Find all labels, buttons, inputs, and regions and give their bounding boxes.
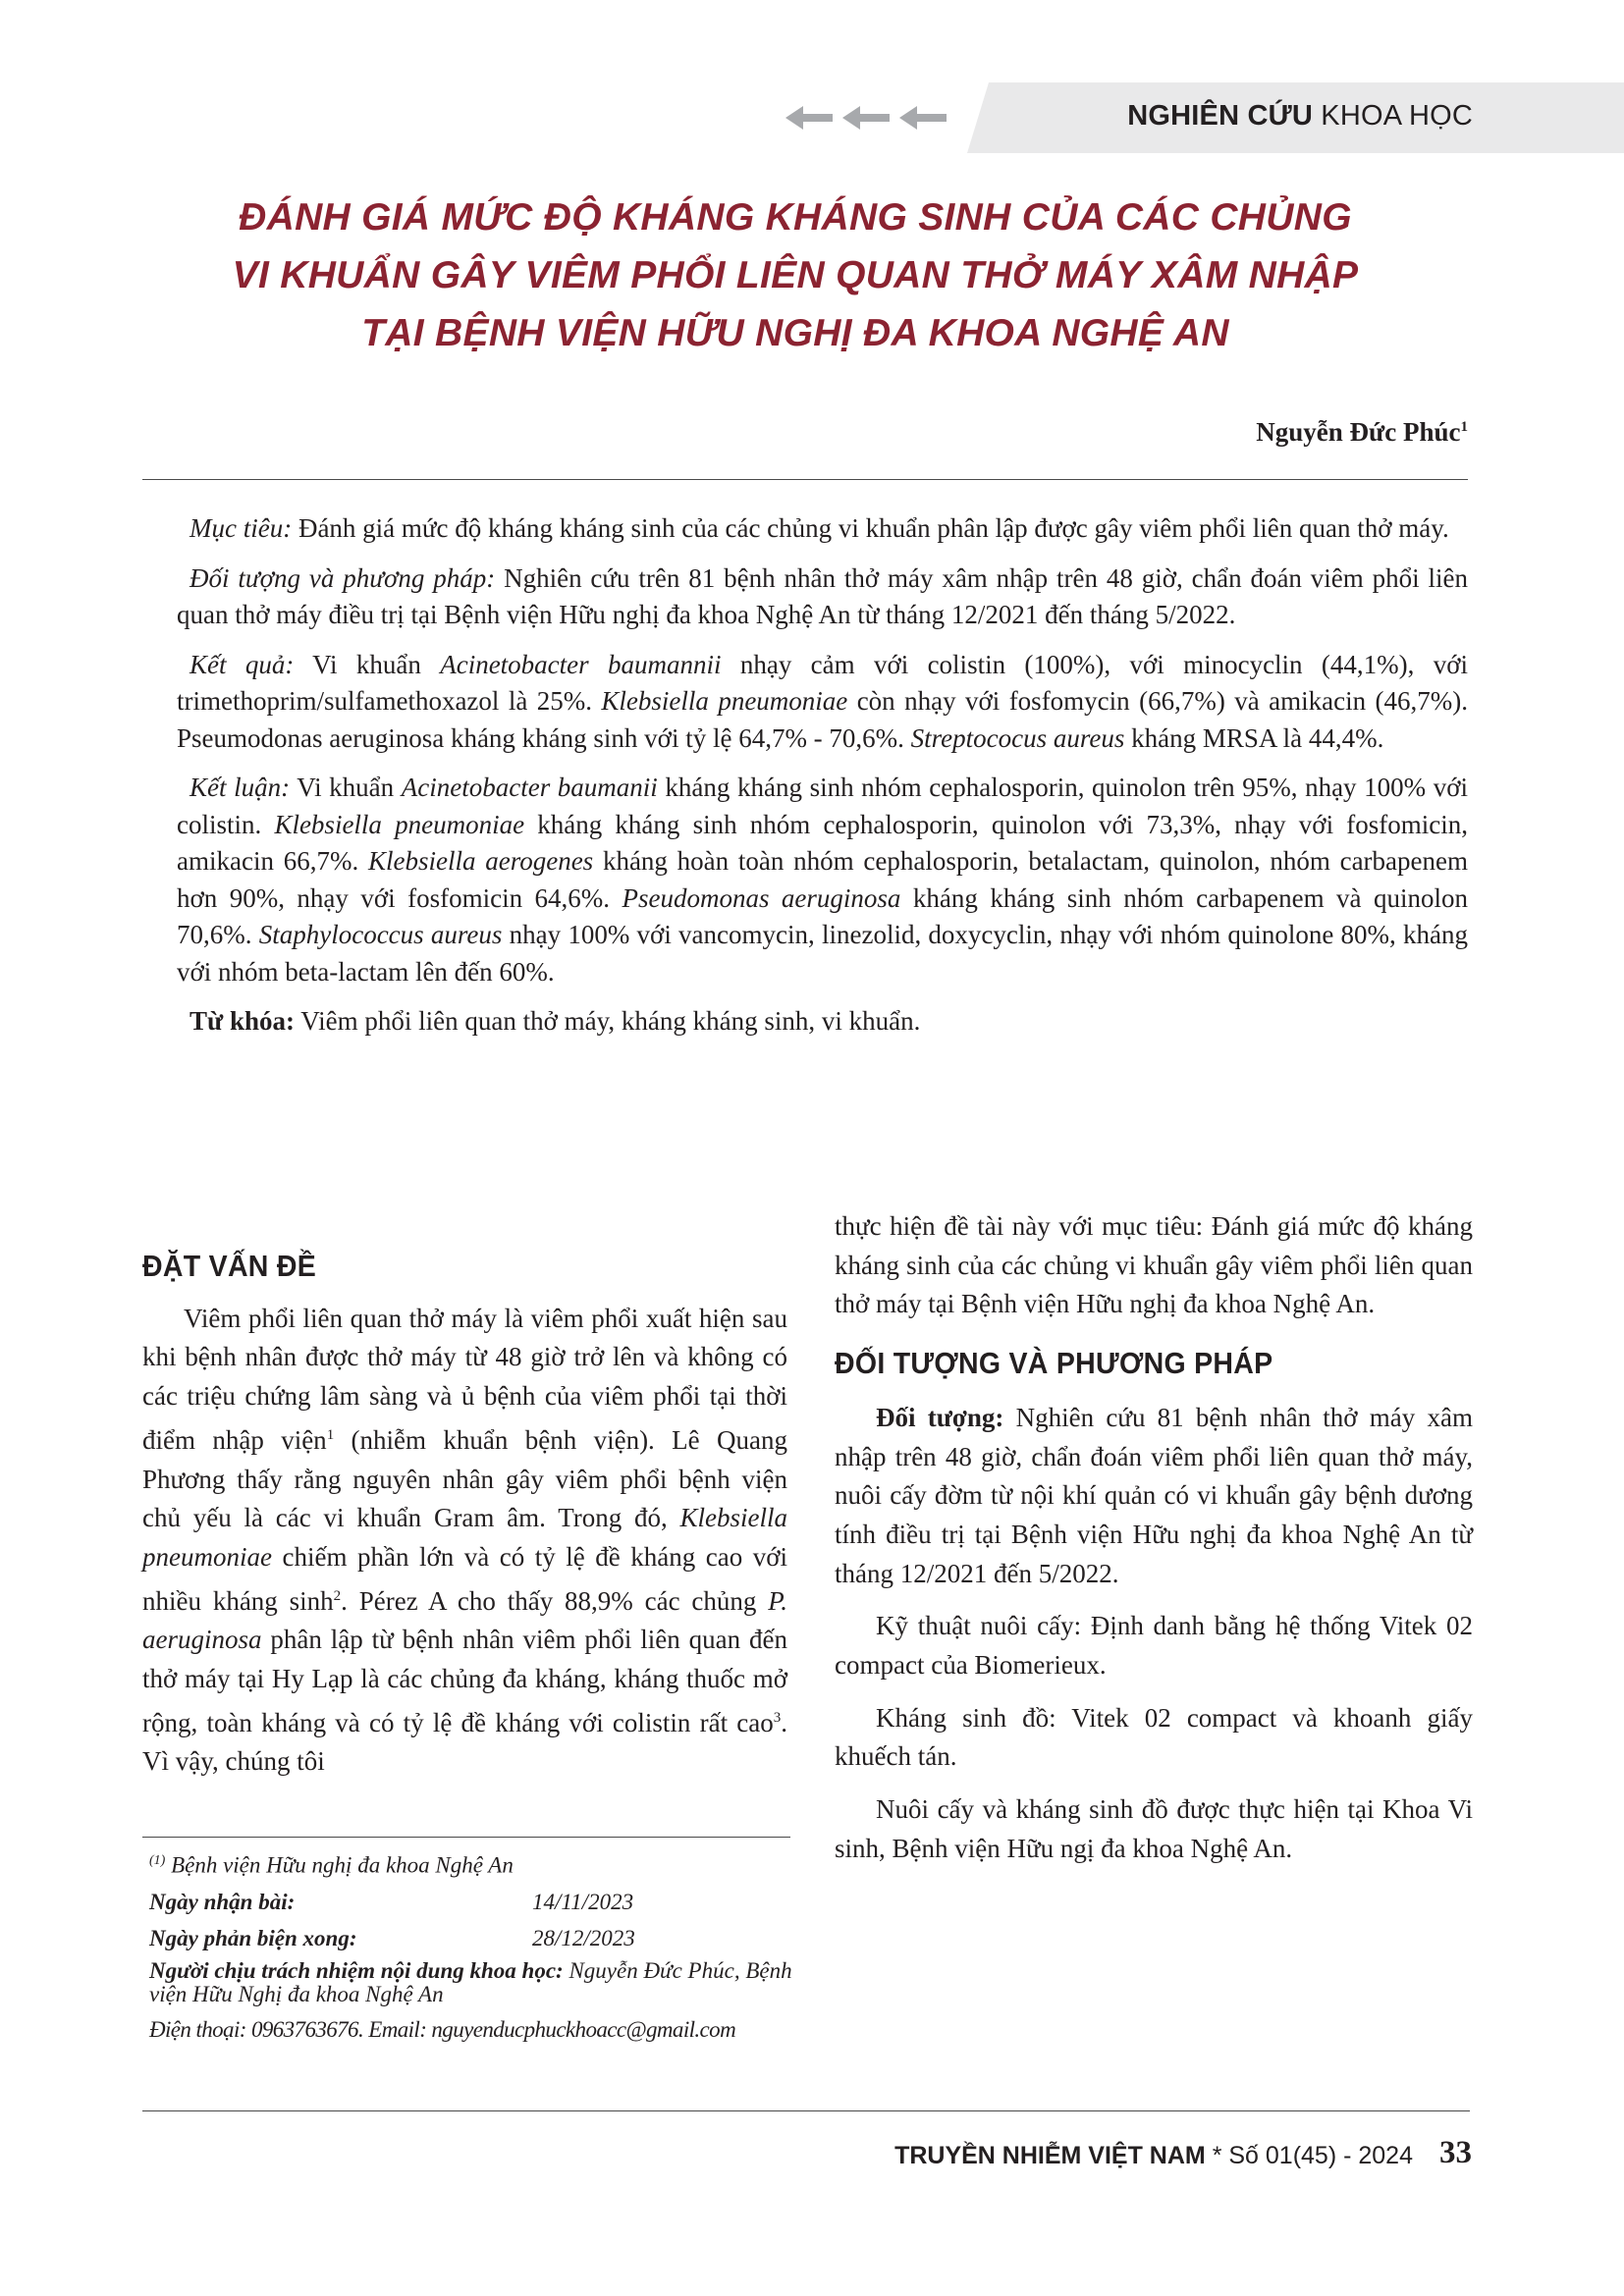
section-header: NGHIÊN CỨU KHOA HỌC xyxy=(1127,100,1473,132)
abstract-objective: Mục tiêu: Đánh giá mức độ kháng kháng sinh của các chủng vi khuẩn phân lập được gây viêm phổi liên quan thở máy. xyxy=(189,513,1449,543)
abstract xyxy=(177,510,1468,1053)
divider xyxy=(142,479,1468,480)
abstract-keywords: Từ khóa: Viêm phổi liên quan thở máy, kháng kháng sinh, vi khuẩn. xyxy=(189,1006,921,1036)
footnote-contact: Điện thoại: 0963763676. Email: nguyenducphuckhoacc@gmail.com xyxy=(149,2016,736,2042)
arrow-left-icon xyxy=(785,101,952,134)
section-heading: ĐẶT VẤN ĐỀ xyxy=(142,1249,317,1283)
divider xyxy=(142,1837,790,1838)
methods-location: Nuôi cấy và kháng sinh đồ được thực hiện tại Khoa Vi sinh, Bệnh viện Hữu ngị đa khoa Nghệ An. xyxy=(835,1794,1473,1863)
title-line: VI KHUẨN GÂY VIÊM PHỔI LIÊN QUAN THỞ MÁY XÂM NHẬP xyxy=(232,254,1359,296)
methods-subjects: Đối tượng: Nghiên cứu 81 bệnh nhân thở máy xâm nhập trên 48 giờ, chẩn đoán viêm phổi liên quan thở máy, nuôi cấy đờm từ nội khí quản có vi khuẩn gây bệnh dương tính điều trị tại Bệnh viện Hữu nghị đa khoa Nghệ An từ tháng 12/2021 đến 5/2022. xyxy=(835,1402,1474,1588)
right-column xyxy=(835,1207,1473,1869)
author: Nguyễn Đức Phúc$^1$ xyxy=(1256,417,1468,447)
article-title xyxy=(88,188,1502,362)
abstract-conclusion: Kết luận: Vi khuẩn Acinetobacter baumanii kháng kháng sinh nhóm cephalosporin, quinolon trên 95%, nhạy 100% với colistin. Klebsiella pneumoniae kháng kháng sinh nhóm cephalosporin, quinolon với 73,3%, nhạy với fosfomicin, amikacin 66,7%. Klebsiella aerogenes kháng hoàn toàn nhóm cephalosporin, betalactam, quinolon, nhóm carbapenem hơn 90%, nhạy với fosfomicin 64,6%. Pseudomonas aeruginosa kháng kháng sinh nhóm carbapenem và quinolon 70,6%. Staphylococcus aureus nhạy 100% với vancomycin, linezolid, doxycyclin, nhạy với nhóm quinolone 80%, kháng với nhóm beta-lactam lên đến 60%. xyxy=(177,773,1469,987)
abstract-results: Kết quả: Vi khuẩn Acinetobacter baumannii nhạy cảm với colistin (100%), với minocyclin (44,1%), với trimethoprim/sulfamethoxazol là 25%. Klebsiella pneumoniae còn nhạy với fosfomycin (66,7%) và amikacin (46,7%). Pseumodonas aeruginosa kháng kháng sinh với tỷ lệ 64,7% - 70,6%. Streptococus aureus kháng MRSA là 44,4%. xyxy=(177,649,1468,753)
left-column xyxy=(142,1247,787,1782)
intro-paragraph: Viêm phổi liên quan thở máy là viêm phổi xuất hiện sau khi bệnh nhân được thở máy từ 48 giờ trở lên và không có các triệu chứng lâm sàng và ủ bệnh của viêm phổi tại thời điểm nhập viện$^1$ (nhiễm khuẩn bệnh viện). Lê Quang Phương thấy rằng nguyên nhân gây viêm phổi bệnh viện chủ yếu là các vi khuẩn Gram âm. Trong đó, Klebsiella pneumoniae chiếm phần lớn và có tỷ lệ đề kháng cao với nhiều kháng $\sinh^2$. Pérez A cho thấy 88,9% các chủng P. aeruginosa phân lập từ bệnh nhân viêm phổi liên quan đến thở máy tại Hy Lạp là các chủng đa kháng, kháng thuốc mở rộng, toàn kháng và có tỷ lệ đề kháng với colistin rất cao$^3$. Vì vậy, chúng tôi xyxy=(142,1303,787,1777)
footnote-reviewed: Ngày phản biện xong: 28/12/2023 xyxy=(149,1925,635,1950)
title-line: TẠI BỆNH VIỆN HỮU NGHỊ ĐA KHOA NGHỆ AN xyxy=(361,312,1229,354)
divider xyxy=(142,2110,1470,2111)
footnote-affiliation: $^{(1)}$ Bệnh viện Hữu nghị đa khoa Nghệ An xyxy=(149,1852,514,1878)
footnote-responsible: Người chịu trách nhiệm nội dung khoa học: Nguyễn Đức Phúc, Bệnh viện Hữu Nghị đa khoa Nghệ An xyxy=(149,1957,792,2006)
journal-footer: TRUYỀN NHIỄM VIỆT NAM * Số 01(45) - 2024 xyxy=(894,2142,1413,2169)
footnote-received: Ngày nhận bài: 14/11/2023 xyxy=(149,1889,634,1914)
page-number: 33 xyxy=(1439,2135,1472,2170)
section-heading: ĐỐI TƯỢNG VÀ PHƯƠNG PHÁP xyxy=(835,1346,1273,1381)
methods-culture: Kỹ thuật nuôi cấy: Định danh bằng hệ thống Vitek 02 compact của Biomerieux. xyxy=(835,1611,1473,1681)
title-line: ĐÁNH GIÁ MỨC ĐỘ KHÁNG KHÁNG SINH CỦA CÁC CHỦNG xyxy=(239,196,1352,239)
intro-continuation: thực hiện đề tài này với mục tiêu: Đánh giá mức độ kháng kháng sinh của các chủng vi khuẩn gây viêm phổi liên quan thở máy tại Bệnh viện Hữu nghị đa khoa Nghệ An. xyxy=(835,1211,1473,1319)
abstract-methods: Đối tượng và phương pháp: Nghiên cứu trên 81 bệnh nhân thở máy xâm nhập trên 48 giờ, chẩn đoán viêm phổi liên quan thở máy điều trị tại Bệnh viện Hữu nghị đa khoa Nghệ An từ tháng 12/2021 đến tháng 5/2022. xyxy=(177,562,1469,629)
footnote xyxy=(149,1845,792,2045)
methods-antibiogram: Kháng sinh đồ: Vitek 02 compact và khoanh giấy khuếch tán. xyxy=(835,1702,1473,1772)
